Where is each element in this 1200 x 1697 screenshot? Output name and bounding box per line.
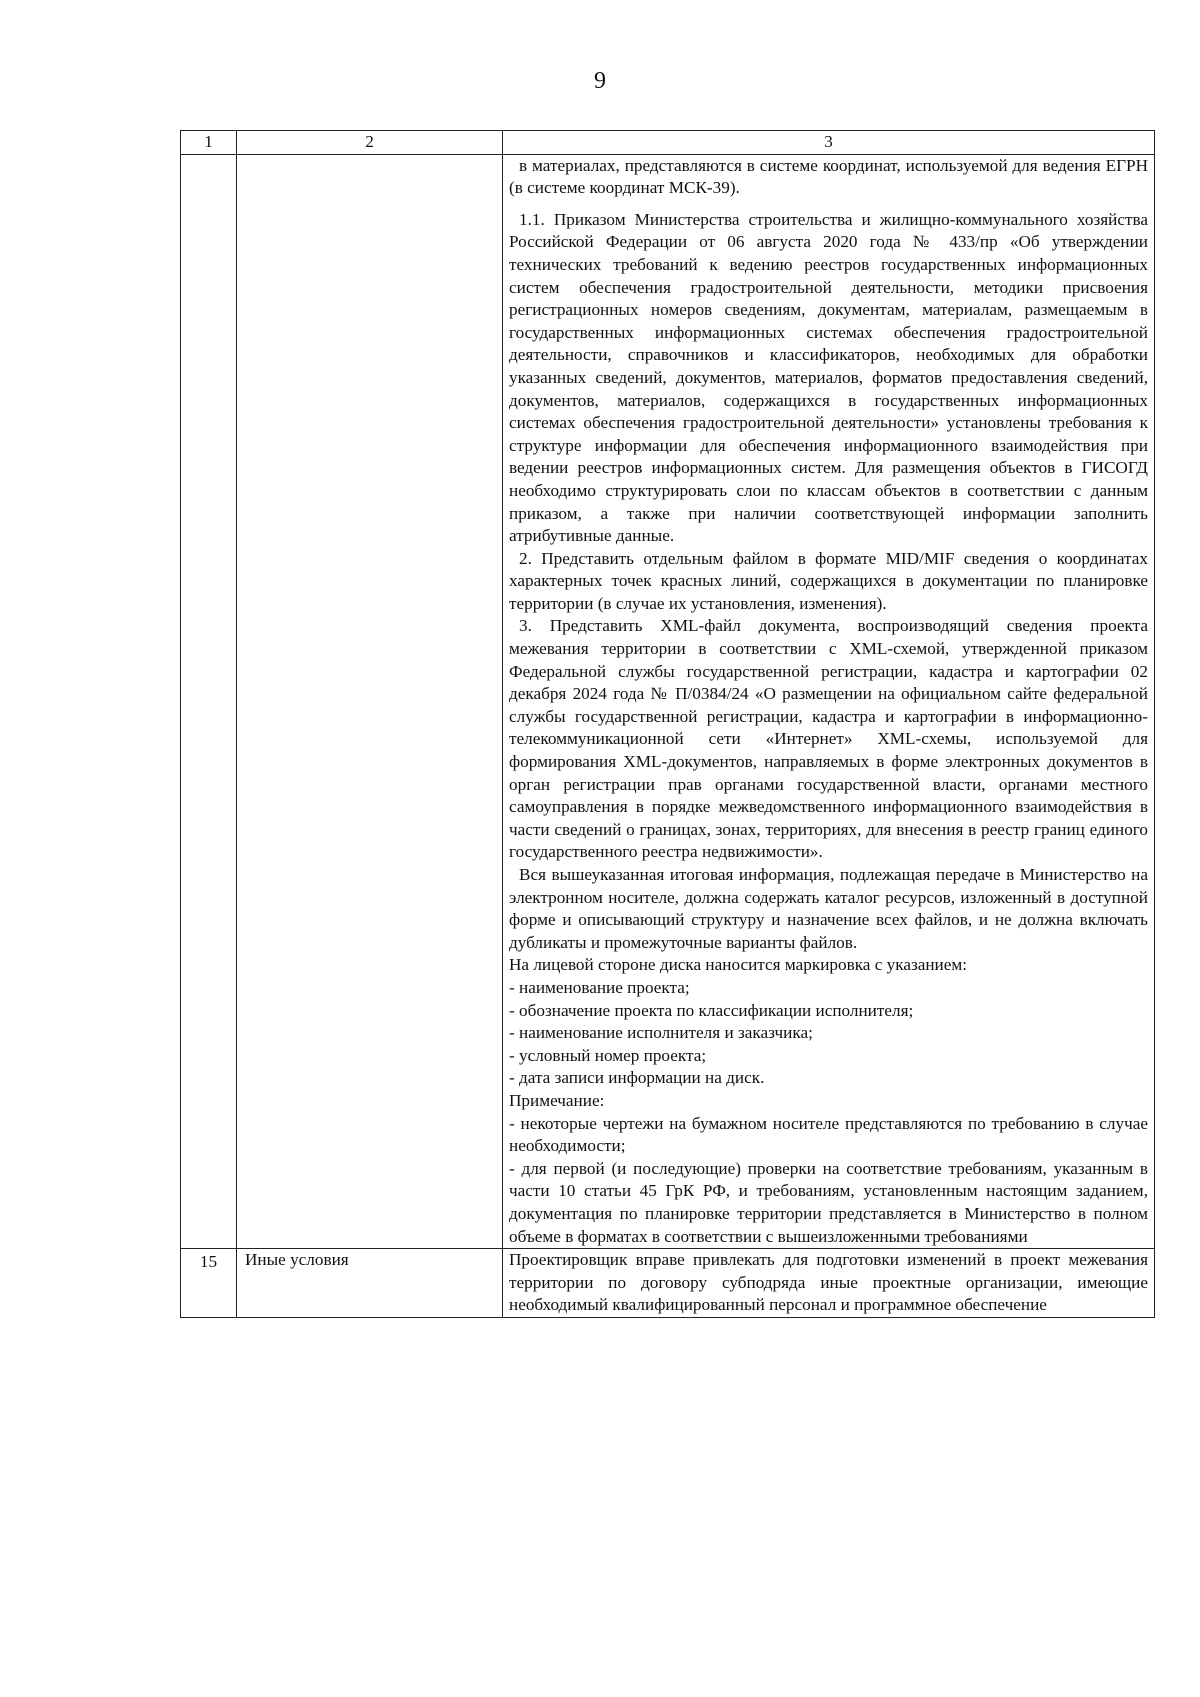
paragraph-other-conditions: Проектировщик вправе привлекать для подготовки изменений в проект межевания территории по договору субподряда иные проектные организации, имеющие необходимый квалифицированный персонал и программное обеспечение (509, 1250, 1148, 1315)
paragraph-marking: На лицевой стороне диска наносится маркировка с указанием: (509, 955, 968, 975)
list-item: - наименование исполнителя и заказчика; (509, 1023, 813, 1043)
list-item: - наименование проекта; (509, 977, 690, 997)
requirements-table (180, 130, 1155, 1318)
row-number-cell (181, 154, 237, 1249)
table-row-continuation (181, 154, 1155, 1249)
paragraph-coordinates: в материалах, представляются в системе координат, используемой для ведения ЕГРН (в системе координат МСК-39). (509, 155, 1148, 198)
row-content-cell (503, 1249, 1155, 1318)
row-name-cell: Иные условия (237, 1249, 503, 1318)
paragraph-3: 3. Представить XML-файл документа, воспроизводящий сведения проекта межевания территории в соответствии с XML-схемой, утвержденной приказом Федеральной службы государственной регистрации, кадастра и картографии 02 декабря 2024 года № П/0384/24 «О размещении на официальном сайте федеральной службы государственной регистрации, кадастра и картографии в информационно-телекоммуникационной сети «Интернет» XML-схемы, используемой для формирования XML-документов, направляемых в форме электронных документов в орган регистрации прав органами государственной власти, органами местного самоуправления в порядке межведомственного информационного взаимодействия в части сведений о границах, зонах, территориях, для внесения в реестр границ единого государственного реестра недвижимости». (509, 616, 1148, 862)
list-item: - условный номер проекта; (509, 1045, 707, 1065)
page-number: 9 (594, 68, 606, 94)
paragraph-1-1: 1.1. Приказом Министерства строительства и жилищно-коммунального хозяйства Российской Федерации от 06 августа 2020 года № 433/пр «Об утверждении технических требований к ведению реестров государственных информационных систем обеспечения градостроительной деятельности, методики присвоения регистрационных номеров сведениям, документам, материалам, размещаемым в государственных информационных системах обеспечения градостроительной деятельности, справочников и классификаторов, необходимых для обработки указанных сведений, документов, материалов, форматов предоставления сведений, документов, материалов, содержащихся в государственных информационных системах обеспечения градостроительной деятельности» установлены требования к структуре информации для обеспечения информационного взаимодействия при ведении реестров информационных систем. Для размещения объектов в ГИСОГД необходимо структурировать слои по классам объектов в соответствии с данным приказом, а также при наличии соответствующей информации заполнить атрибутивные данные. (509, 209, 1148, 546)
paragraph-summary: Вся вышеуказанная итоговая информация, подлежащая передаче в Министерство на электронном носителе, должна содержать каталог ресурсов, изложенный в доступной форме и описывающий структуру и назначение всех файлов, и не должна включать дубликаты и промежуточные варианты файлов. (509, 865, 1148, 952)
note-heading: Примечание: (509, 1090, 605, 1110)
note-item: - для первой (и последующие) проверки на соответствие требованиям, указанным в части 10 статьи 45 ГрК РФ, и требованиям, установленным настоящим заданием, документация по планировке территории представляется в Министерство в полном объеме в форматах в соответствии с вышеизложенными требованиями (509, 1158, 1148, 1246)
note-item: - некоторые чертежи на бумажном носителе представляются по требованию в случае необходимости; (509, 1113, 1148, 1156)
row-name-cell (237, 154, 503, 1249)
table-row-15 (181, 1249, 1155, 1318)
header-col-1: 1 (181, 131, 237, 155)
row-content-cell (503, 154, 1155, 1249)
header-col-3: 3 (503, 131, 1155, 155)
table-header-row (181, 131, 1155, 155)
header-col-2: 2 (237, 131, 503, 155)
row-number-cell: 15 (181, 1249, 237, 1318)
list-item: - дата записи информации на диск. (509, 1068, 765, 1088)
list-item: - обозначение проекта по классификации исполнителя; (509, 1000, 914, 1020)
paragraph-2: 2. Представить отдельным файлом в формате MID/MIF сведения о координатах характерных точек красных линий, содержащихся в документации по планировке территории (в случае их установления, изменения). (509, 548, 1148, 613)
